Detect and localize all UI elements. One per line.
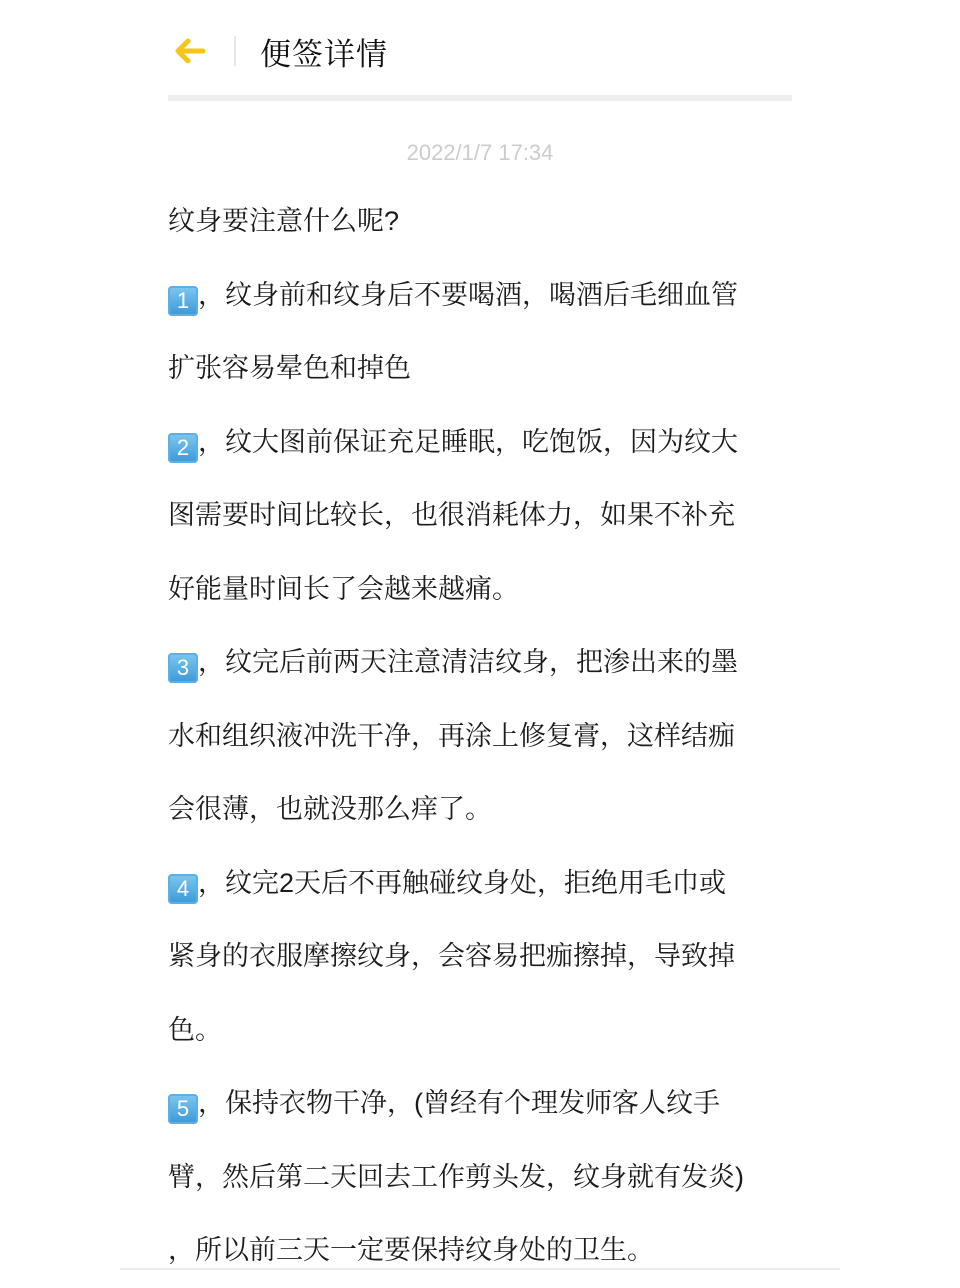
note-line-text: ，保持衣物干净，(曾经有个理发师客人纹手 — [198, 1088, 720, 1118]
page-title: 便签详情 — [260, 36, 388, 72]
note-line — [168, 1214, 808, 1288]
note-line-text: 水和组织液冲洗干净，再涂上修复膏，这样结痂 — [168, 720, 735, 751]
note-line — [168, 553, 808, 627]
note-line-text: ，纹大图前保证充足睡眠，吃饱饭，因为纹大 — [198, 426, 738, 457]
note-line-text: 会很薄，也就没那么痒了。 — [168, 794, 492, 824]
note-date: 2022/1/7 17:34 — [406, 140, 554, 165]
note-line — [168, 773, 808, 847]
note-line-text: 臂，然后第二天回去工作剪头发，纹身就有发炎) — [168, 1161, 744, 1192]
note-line-text: ，纹完后前两天注意清洁纹身，把渗出来的墨 — [198, 647, 738, 677]
note-line — [168, 479, 808, 553]
note-line — [168, 626, 808, 700]
keycap-number-icon: 1 — [168, 286, 198, 316]
app-header — [168, 20, 792, 82]
note-line-text: ，纹完2天后不再触碰纹身处，拒绝用毛巾或 — [198, 867, 727, 898]
header-separator — [234, 36, 236, 66]
note-line — [168, 406, 808, 480]
note-line — [168, 700, 808, 774]
note-line-text: 扩张容易晕色和掉色 — [168, 353, 411, 383]
note-line-text: 好能量时间长了会越来越痛。 — [168, 573, 519, 604]
note-line — [168, 259, 808, 333]
arrow-left-icon — [173, 36, 207, 66]
keycap-number-icon: 3 — [168, 653, 198, 683]
note-line — [168, 1141, 808, 1215]
note-line-text: ，所以前三天一定要保持纹身处的卫生。 — [168, 1235, 654, 1265]
note-line — [168, 185, 808, 259]
note-line — [168, 1067, 808, 1141]
note-line — [168, 332, 808, 406]
keycap-number-icon: 5 — [168, 1094, 198, 1124]
note-line — [168, 920, 808, 994]
bottom-divider — [120, 1268, 840, 1270]
note-line — [168, 994, 808, 1068]
note-line-text: 图需要时间比较长，也很消耗体力，如果不补充 — [168, 500, 735, 530]
keycap-number-icon: 4 — [168, 874, 198, 904]
note-line-text: 纹身要注意什么呢? — [168, 206, 400, 236]
note-content[interactable] — [168, 185, 808, 1288]
header-divider — [168, 95, 792, 101]
note-line-text: 紧身的衣服摩擦纹身，会容易把痂擦掉，导致掉 — [168, 941, 735, 971]
back-button[interactable] — [170, 31, 210, 71]
note-line-text: ，纹身前和纹身后不要喝酒，喝酒后毛细血管 — [198, 279, 738, 310]
note-line-text: 色。 — [168, 1014, 222, 1045]
keycap-number-icon: 2 — [168, 433, 198, 463]
note-line — [168, 847, 808, 921]
